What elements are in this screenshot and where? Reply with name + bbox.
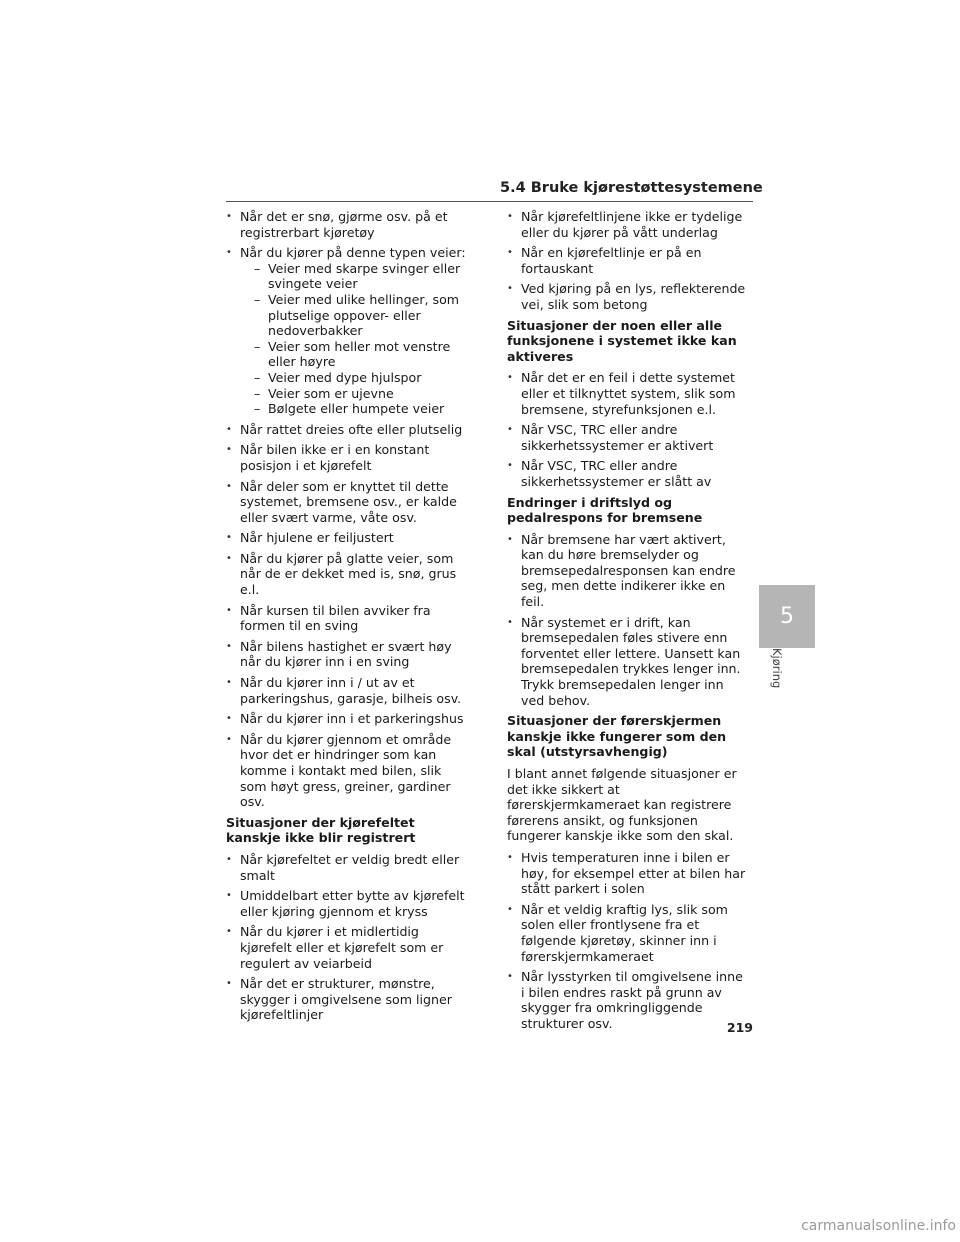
list-item: • Umiddelbart etter bytte av kjørefelt eller kjøring gjennom et kryss [226,888,468,919]
dash-item: – Veier som heller mot venstre eller høyre [254,338,451,370]
header-divider [226,201,753,202]
section-heading: Situasjoner der kjørefeltet kanskje ikke blir registrert [226,814,416,846]
list-item: • Når du kjører inn i / ut av et parkeringshus, garasje, bilheis osv. [226,675,468,706]
list-item: • Når en kjørefeltlinje er på en fortauskant [507,245,747,276]
list-item: • Ved kjøring på en lys, reflekterende vei, slik som betong [507,281,747,312]
list-item: • Når kursen til bilen avviker fra formen til en sving [226,603,468,634]
list-item: • Når bilen ikke er i en konstant posisjon i et kjørefelt [226,442,468,473]
dash-item: – Veier med skarpe svinger eller svingete veier [254,260,461,292]
bullet-list [507,209,747,313]
bullet-list [507,850,747,1032]
list-item: • Når du kjører på glatte veier, som når de er dekket med is, snø, grus e.l. [226,551,468,598]
list-item: • Når du kjører gjennom et område hvor det er hindringer som kan komme i kontakt med bilen, slik som høyt gress, greiner, gardiner osv. [226,732,468,810]
list-item [226,245,468,417]
list-item: • Når bilens hastighet er svært høy når du kjører inn i en sving [226,639,468,670]
list-item: • Når VSC, TRC eller andre sikkerhetssystemer er slått av [507,458,747,489]
list-item: • Når deler som er knyttet til dette systemet, bremsene osv., er kalde eller svært varme, våte osv. [226,479,468,526]
chapter-tab-label: Kjøring [770,648,784,689]
list-item: • Når det er snø, gjørme osv. på et registrerbart kjøretøy [226,209,468,240]
left-column [226,209,468,1028]
section-header: 5.4 Bruke kjørestøttesystemene [500,180,763,196]
list-item: • Når et veldig kraftig lys, slik som solen eller frontlysene fra et følgende kjøretøy, skinner inn i førerskjermkameraet [507,902,747,964]
list-item: • Hvis temperaturen inne i bilen er høy, for eksempel etter at bilen har stått parkert i solen [507,850,747,897]
bullet-list [507,532,747,709]
list-item-text: • Når du kjører på denne typen veier: [240,245,466,261]
dash-item: – Veier som er ujevne [254,385,394,401]
chapter-tab: 5 [759,585,815,648]
list-item: • Når bremsene har vært aktivert, kan du høre bremselyder og bremsepedalresponsen kan endre seg, men dette indikerer ikke en feil. [507,532,747,610]
list-item: • Når VSC, TRC eller andre sikkerhetssystemer er aktivert [507,422,747,453]
section-heading: Situasjoner der førerskjermen kanskje ikke fungerer som den skal (utstyrsavhengig) [507,713,727,760]
list-item: • Når systemet er i drift, kan bremsepedalen føles stivere enn forventet eller lettere. Uansett kan bremsepedalen trykkes lenger inn. Trykk bremsepedalen lenger inn ved behov. [507,615,747,709]
bullet-list [507,370,747,489]
paragraph: I blant annet følgende situasjoner er det ikke sikkert at førerskjermkameraet kan registrere førerens ansikt, og funksjonen fungerer kanskje ikke som den skal. [507,766,737,844]
section-heading: Endringer i driftslyd og pedalrespons for bremsene [507,494,703,526]
dash-item: – Bølgete eller humpete veier [254,401,445,417]
list-item: • Når rattet dreies ofte eller plutselig [226,422,468,438]
right-column [507,209,747,1037]
list-item: • Når det er strukturer, mønstre, skygger i omgivelsene som ligner kjørefeltlinjer [226,976,468,1023]
list-item: • Når kjørefeltet er veldig bredt eller smalt [226,852,468,883]
dash-list [240,261,468,417]
bullet-list [226,209,468,810]
list-item: • Når hjulene er feiljustert [226,530,468,546]
watermark: carmanualsonline.info [801,1218,956,1234]
section-heading: Situasjoner der noen eller alle funksjonene i systemet ikke kan aktiveres [507,317,737,364]
list-item: • Når kjørefeltlinjene ikke er tydelige eller du kjører på vått underlag [507,209,747,240]
page-number: 219 [726,1020,753,1035]
list-item: • Når det er en feil i dette systemet eller et tilknyttet system, slik som bremsene, styrefunksjonen e.l. [507,370,747,417]
list-item: • Når du kjører i et midlertidig kjørefelt eller et kjørefelt som er regulert av veiarbeid [226,924,468,971]
bullet-list [226,852,468,1023]
list-item: • Når du kjører inn i et parkeringshus [226,711,468,727]
dash-item: – Veier med ulike hellinger, som plutselige oppover- eller nedoverbakker [254,291,460,339]
list-item: • Når lysstyrken til omgivelsene inne i bilen endres raskt på grunn av skygger fra omkringliggende strukturer osv. [507,969,747,1031]
dash-item: – Veier med dype hjulspor [254,369,422,385]
